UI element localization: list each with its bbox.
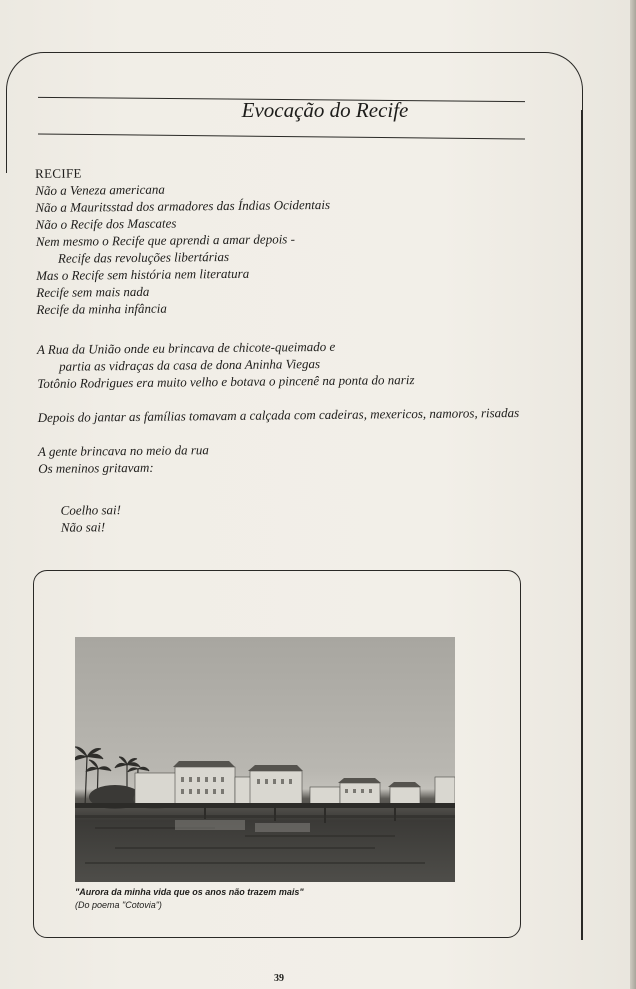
caption-quote: "Aurora da minha vida que os anos não trazem mais" xyxy=(75,887,304,897)
caption-source: (Do poema "Cotovia") xyxy=(75,900,162,910)
recife-waterfront-photo xyxy=(75,637,455,882)
poem-line: Não a Mauritsstad dos armadores das Índias Ocidentais xyxy=(35,196,331,215)
poem-line: Não o Recife dos Mascates xyxy=(35,215,177,232)
poem-line: A Rua da União onde eu brincava de chicote-queimado e xyxy=(36,338,336,357)
poem-line: Totônio Rodrigues era muito velho e botava o pincenê na ponta do nariz xyxy=(37,372,415,391)
poem-line: Mas o Recife sem história nem literatura xyxy=(36,265,250,283)
poem-line: A gente brincava no meio da rua xyxy=(37,442,209,459)
poem-heading: RECIFE xyxy=(35,165,82,181)
decorative-frame-right xyxy=(581,110,583,940)
poem-line: Recife da minha infância xyxy=(36,300,167,317)
poem-line: Coelho sai! xyxy=(60,502,122,518)
page-title: Evocação do Recife xyxy=(241,98,409,122)
poem-line: Recife das revoluções libertárias xyxy=(57,248,230,266)
poem-line: Os meninos gritavam: xyxy=(38,459,154,476)
poem-line: Nem mesmo o Recife que aprendi a amar depois - xyxy=(35,231,295,249)
poem-line: Não sai! xyxy=(60,519,106,535)
poem-line: Depois do jantar as famílias tomavam a calçada com cadeiras, mexericos, namoros, risadas xyxy=(37,404,520,425)
poem-body xyxy=(35,160,559,536)
photo-caption xyxy=(75,886,495,912)
poem-line: partia as vidraças da casa de dona Aninha Viegas xyxy=(59,356,321,374)
waterfront-illustration xyxy=(75,637,455,882)
poem-line: Não a Veneza americana xyxy=(35,181,165,198)
poem-line: Recife sem mais nada xyxy=(36,283,150,300)
book-spine-edge xyxy=(630,0,636,989)
page-number: 39 xyxy=(274,973,284,984)
